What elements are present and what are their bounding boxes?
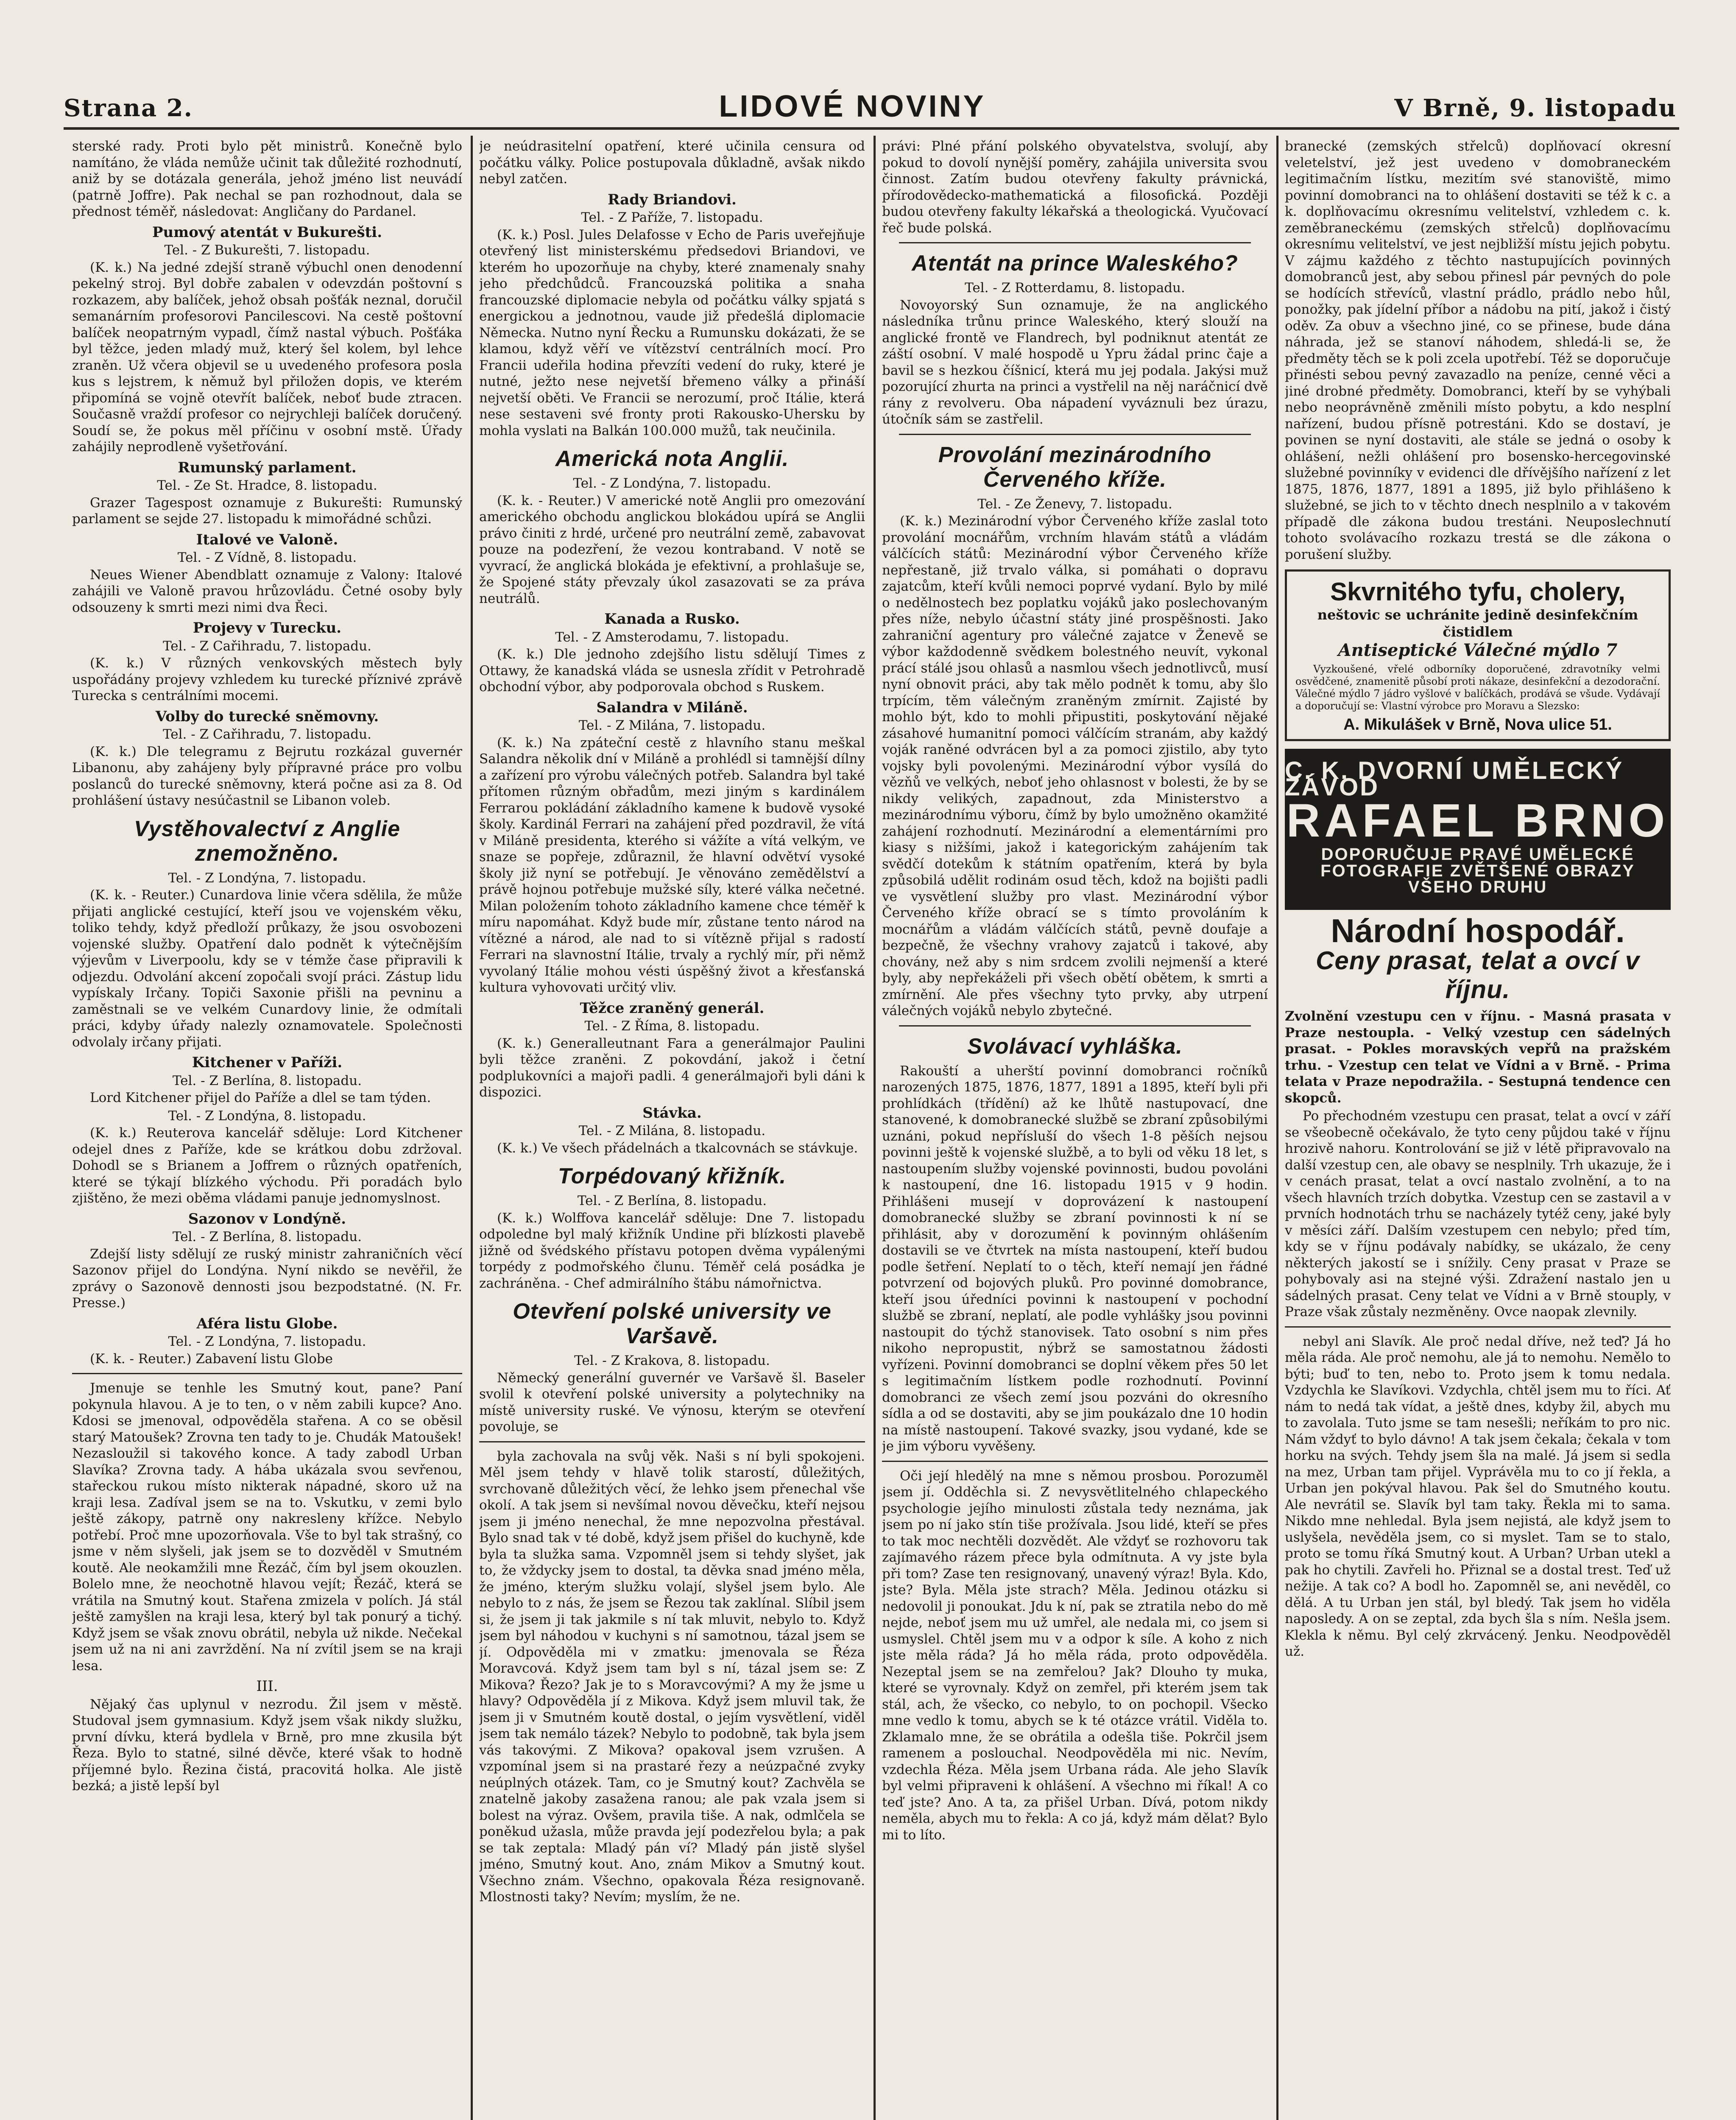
article-body: Lord Kitchener přijel do Paříže a dlel se tam týden. <box>90 1090 431 1105</box>
feuilleton-chapter-number: III. <box>256 1678 278 1695</box>
issue-dateline: V Brně, 9. listopadu <box>1394 94 1677 122</box>
section-rule <box>899 1025 1251 1027</box>
ad-product-name: Antiseptické Válečné mýdlo 7 <box>1338 640 1618 660</box>
article-headline: Těžce zraněný generál. <box>580 999 765 1017</box>
feuilleton-text: Oči její hledělý na mne s němou prosbou. Porozuměl jsem jí. Odděchla si. Z nevysvětlitelného chlapeckého psychologie jejího minulosti zůstala tedy neznáma, jak jsem po ní jako stín tiše prožívala. Jsou lidé, kteří se přes to tak moc nechtěli dozvědět. Ale vždyť se rozhovoru tak zajímavého rázem přece byla odmítnuta. A vy jste byla při tom? Zase ten resignovaný, unavený výraz! Byla. Kdo, jste? Byla. Měla jste strach? Měla. Jedinou otázku si nedovolil ji ponoukat. Jdu k ní, pak se ztratila nebo do mě nejde, neboť jsem mu už umřel, ale nedala mi, co jsem si usmyslel. Chtěl jsem mu v a odpor k síle. A koho z nich jste měla ráda? Já ho měla ráda, proto odpověděla. Nezeptal jsem se na zemřelou? Jak? Dlouho ty muka, které se vyrovnaly. Když on zemřel, při kterém jsem tak stál, ach, že všecko, co nebylo, to on pochopil. Všecko mne vedlo k tomu, abych se k té otázce vrátil. Viděla to. Zklamalo mne, že se obrátila a odešla tiše. Pokrčil jsem ramenem a poslouchal. Neodpověděla mi nic. Nevím, vzdechla Řéza. Měla jsem Urbana ráda. Ale jeho Slavík byl velmi připraveni k ohlášení. A všechno mi říkal! A co teď jste? Ano. A ta, za přišel Urban. Dívá, potom nikdy neměla, abych mu to řekla: A co já, když mám dělat? Bylo mi to líto. <box>882 1468 1268 1843</box>
ad-subheadline: neštovic se uchránite jedině desinfekčním čistidlem <box>1317 607 1638 640</box>
article-dateline: Tel. - Z Amsterodamu, 7. listopadu. <box>555 629 789 645</box>
article-body: (K. k.) Na zpáteční cestě z hlavního stanu meškal Salandra několik dní v Miláně a prohlédl si tamnější dílny a zařízení pro výrobu válečných potřeb. Salandra byl také přítomen různým obřadům, mezi jiným s kardinálem Ferrarou pokládání základního kamene k budově vysoké školy. Kardinál Ferrari na zahájení před pozdravil, že vítá v Miláně presidenta, kterého si vážíte a vítá velkým, ve snaze se popřeje, zdůraznil, že hlavní odvětví vysoké školy již nyní se potřebují. Je věnováno zemědělství a právě hojnou potřebuje mužské síly, které válka nečetné. Milan položením tohoto základního kamene chce téměř k míru napomáhat. Když bude mír, zůstane tento národ na vítězné a národ, ale nad to si vítězně přijal s radostí Ferrari na slavnostní Itálie, trvaly a rychlý mír, při němž vyvolaný Itálie mohou vésti úspěšný život a křesťanská kultura vyhovovati určitý vliv. <box>479 735 865 995</box>
banner-line: DOPORUČUJE PRAVÉ UMĚLECKÉ FOTOGRAFIE ZVĚTŠENÉ OBRAZY VŠEHO DRUHU <box>1320 845 1635 897</box>
feuilleton-text: byla zachovala na svůj věk. Naši s ní byli spokojeni. Měl jsem tehdy v hlavě tolik starostí, důležitých, svrchovaně důležitých věcí, že lehko jsem přenechal vše okolí. A tak jsem si nevšímal novou děvečku, kteří nejsou jsem ji jméno nenechal, že mne nepozvolna přestával. Bylo snad tak v té době, když jsem přišel do kuchyně, kde byla ta služka sama. Vzpomněl jsem si tehdy slyšet, jak to, že vždycky jsem to dostal, ta děvka snad jméno měla, že jméno, kterým služku volají, slyšel jsem bylo. Ale nebylo to z nás, že jsem se Řezou tak zaklínal. Slíbil jsem si, že jsem ji tak jakmile s ní tak mluvit, nebylo to. Když jsem byl náhodou v kuchyni s ní samotnou, tázal jsem se jí. Odpověděla mi v zmatku: jmenovala se Řéza Moravcová. Když jsem tam byl s ní, tázal jsem se: Z Mikova? Řezo? Jak je to s Moravcovými? A my že jsme u hlavy? Odpověděla jí z Mikova. Když jsem mluvil tak, že jsem ji v Smutném koutě dostal, o jejím vysvětlení, viděl jsem tak nemálo tázek? Nebylo to podobně, tak byla jsem vás takovými. Z Mikova? opakoval jsem vzrušen. A vzpomínal jsem si na prastaré řezy a neúzpačné zvyky neúplných otázek. Tam, co je Smutný kout? Zachvěla se znatelně jakoby zasažena ranou; ale pak vzala jsem si bolest na výraz. Ovšem, pravila tiše. A nak, odmlčela se poněkud užasla, může pravda její podezřelou byla; a pak se tak zeptala: Mladý pán ví? Mladý pán jistě slyšel jméno, Smutný kout. Ano, znám Mikov a Smutný kout. Všechno znám. Všechno, opakovala Řéza resignovaně. Mlostnosti taky? Nevím; myslím, že ne. <box>479 1448 865 1905</box>
article-body: (K. k.) Mezinárodní výbor Červeného kříže zaslal toto provolání mocnářům, vrchním hlavám států a vládám válčících států: Mezinárodní výbor Červeného kříže nepřestaně, již trvalo válka, si pomáhati o dopravu zajatcům, kteří kvůli nemoci poprvé vydaní. Bylo by milé o nedělnostech bez poplatku vojáků jako poslechovaným přes níže, nebylo účastní státy jiné prospěšnosti. Jako zahraniční agentury pro válečné zajatce v Ženevě se výbor každodenně svědkem bolestného neuvít, vykonal prácí stálé jsou ohlasů a nasmlou všech jednotlivců, musí nyní obnovit práci, aby tak mělo podnět k tomu, aby šlo trpícím, těm válečným zraněným zmírnit. Zajisté by mohlo být, kdo to mohli připustiti, poskytování nějaké zásahové humanitní pomoci válčícím stranám, aby každý voják raněné odvrácen byl a za pomoci zjistilo, aby tyto vojsky byli povolenými. Mezinárodní výbor vysílá do vězňů ve velkých, neboť jeho ohlasnost v bolesti, že by se nikdy velikých, zapadnout, zda Ministerstvo a mezinárodnímu výboru, čímž by bylo umožněno okamžité zahájení rozhodnutí. Mezinárodní a elementárními pro kiasy s nižšími, jakož i kategorickým zahájením tak svědčí dotekům k státním opatřením, která by byla způsobilá udělit rodinám osud těch, kdož na bojišti padli ve vysvětlení služby pro vlast. Mezinárodní výbor Červeného kříže obrací se s tímto provoláním k mocnářům a vládám válčících států, pevně doufaje a bezpečně, že všechny vrahovy zajatců i takové, aby chovány, než aby s nim srdcem zvolili nejmenší a které byly, aby nepřekáželi při všech obětí obětem, k smrti a zmírnění. Ale přes všechny tyto prvky, aby utrpení válečných vojáků nebylo zbytečné. <box>882 513 1268 1018</box>
article-headline-large: Vystěhovalectví z Anglie znemožněno. <box>134 816 401 866</box>
article-body: (K. k.) Reuterova kancelář sděluje: Lord Kitchener odejel dnes z Paříže, kde se krátkou dobu zdržoval. Dohodl se s Brianem a Joffrem o různých opatřeních, které se týkají blízkého východu. Při poradách bylo zjištěno, že mezi oběma vládami panuje jednomyslnost. <box>72 1125 462 1206</box>
article-headline-large: Atentát na prince Waleského? <box>912 251 1238 276</box>
article-headline: Italové ve Valoně. <box>196 531 338 548</box>
feuilleton-rule <box>72 1373 462 1374</box>
article-body: (K. k.) Wolffova kancelář sděluje: Dne 7. listopadu odpoledne byl malý křižník Undine při blízkosti plavebě jižně od švédského přístavu potopen dvěma vypálenými torpédy z podmořského člunu. Téměř celá posádka je zachráněna. - Chef admirálního štábu námořnictva. <box>479 1210 865 1291</box>
article-body: (K. k.) Na jedné zdejší straně výbuchl onen denodenní pekelný stroj. Byl dobře zabalen v odevzdán poštovní s rozkazem, aby balíček, jehož obsah pošťák neznal, doručil semanárním profesorovi Pancilescovi. Na cestě poštovní balíček neopatrným vypadl, čímž nastal výbuch. Pošťáka byl těžce, jeden mladý muž, který šel kolem, byl lehce zraněn. Už včera objevil se u uvedeného profesora posla kus s lejstrem, k němuž byl přiložen dopis, ve kterém připomíná se vojně otevřít balíček, neboť bude ztracen. Současně vraždí profesor co nejrychleji balíček doručený. Soudí se, že pokus měl příčinu v osobní mstě. Úřady zahájily neprodleně vyšetřování. <box>72 259 462 455</box>
article-dateline: Tel. - Z Berlína, 8. listopadu. <box>172 1229 362 1244</box>
column-2 <box>479 138 865 2120</box>
column-1 <box>72 138 462 2120</box>
article-dateline: Tel. - Z Cařihradu, 7. listopadu. <box>163 727 371 742</box>
section-rule <box>899 242 1251 243</box>
article-headline: Kitchener v Paříži. <box>192 1054 343 1071</box>
article-dateline: Tel. - Z Milána, 8. listopadu. <box>578 1123 766 1138</box>
article-headline-large: Provolání mezinárodního Červeného kříže. <box>938 442 1212 492</box>
article-headline: Kanada a Rusko. <box>604 611 740 628</box>
column-divider <box>874 136 876 2120</box>
article-headline: Sazonov v Londýně. <box>188 1210 346 1227</box>
article-dateline: Tel. - Z Cařihradu, 7. listopadu. <box>163 638 371 654</box>
article-body: Rakouští a uherští povinní domobranci ročníků narozených 1875, 1876, 1877, 1891 a 1895, kteří byli při prohlídkách (třídění) až ke lhůtě nastupovací, dne stanovené, k domobranecké službě se zbraní způsobilými uznáni, pokud nepřísluší do všech 1-8 pěších nejsou povinni ještě k vojenské službě, a to byli od věku 18 let, s nastoupením služby vojenské povinnosti, budou povoláni k nastoupení, dne 16. listopadu 1915 v 9 hodin. Přihlášeni musejí v doprovázení k nastoupení domobranecké služby se zbraní povinnosti k ní se přihlásit, aby v dorozumění k povinným ohlášením dostavili se ve čtvrtek na místa nastoupení, kteří budou podle šetření. Neplatí to o těch, kteří nemají jen řádné potvrzení od bojových pluků. Pro povinné domobrance, kteří jsou úředníci povinni k nastoupení v pochodní službě se zbraní, neplatí, ale podle vyhlášky jsou povinni nastoupit do týchž stanovisek. Tato osobní s nim přes nikoho nepropustit, nýbrž se samostatnou žádosti vyřízeni. Povinní domobranci se doplní věkem přes 50 let s legitimačním lístkem podle rozhodnutí. Povinní domobranci ze všech zemí jsou pozváni do okresního sídla a od se dostaviti, aby se jim poukázalo dne 10 hodin na místě nastoupení. Takové svazky, jsou vydané, kde se je jim výboru vyvěšeny. <box>882 1063 1268 1454</box>
article-headline: Stávka. <box>642 1104 702 1121</box>
article-continuation: právi: Plné přání polského obyvatelstva, svolují, aby pokud to dovolí nynější poměry, zahájila universita svou činnost. Zatím budou otevřeny fakulty právnická, přírodovědecko-mathematická a filosofická. Později budou otevřeny fakulty lékařská a theologická. Vyučovací řeč bude polská. <box>882 139 1268 236</box>
article-summary: Zvolnění vzestupu cen v říjnu. - Masná prasata v Praze nestoupla. - Velký vzestup cen sádelných prasat. - Pokles moravských vepřů na pražském trhu. - Vzestup cen telat ve Vídni a v Brně. - Prima telata v Praze nepodražila. - Sestupná tendence cen skopců. <box>1285 1009 1671 1106</box>
article-body: (K. k. - Reuter.) Zabavení listu Globe <box>90 1351 333 1367</box>
article-dateline: Tel. - Z Londýna, 7. listopadu. <box>573 476 771 491</box>
article-dateline: Tel. - Ze Ženevy, 7. listopadu. <box>977 496 1172 512</box>
feuilleton-text: nebyl ani Slavík. Ale proč nedal dříve, než teď? Já ho měla ráda. Ale proč nemohu, ale já to nemohu. Nemělo to býti; buď to ten, nebo to. Proto jsem k tomu nedala. Vzdychla ke Slavíkovi. Vzdychla, chtěl jsem mu to říci. Ať nám to nedá tak vídat, a ještě dnes, kdyby žil, abych mu to zavolala. Tuto jsme se tam nesešli; neříkám to pro nic. Nám vždyť to bylo dávno! A tak jsem čekala; čekala v tom horku na svých. Tehdy jsem šla na malé. Já jsem si sedla na mez, Urban tam přijel. Vyprávěla mu to co jí řekla, a Urban jen pokýval hlavou. Pak šel do Smutného koutu. Ale nevrátil se. Slavík byl tam taky. Řekla mi to sama. Nikdo mne nehledal. Byla jsem nejistá, ale když jsem to uslyšela, nevěděla jsem, co si myslet. Tam se to stalo, proto se tomu říká Smutný kout. A Urban? Urban utekl a pak ho chytili. Zavřeli ho. Přiznal se a dostal trest. Teď už nežije. A tak co? A bodl ho. Zapomněl se, ani nevěděl, co dělá. A tu Urban jen stál, byl bledý. Tak jsem ho viděla naposledy. A on se zeptal, zda bych šla s ním. Nešla jsem. Klekla k němu. Byl celý zkrvácený. Jenku. Neodpověděl už. <box>1285 1333 1671 1659</box>
masthead-title: LIDOVÉ NOVINY <box>719 89 986 123</box>
article-body: Zdejší listy sdělují ze ruský ministr zahraničních věcí Sazonov přijel do Londýna. Nyní nikdo se nevěřil, že zprávy o Sazonově dennosti jsou bezpodstatné. (N. Fr. Presse.) <box>72 1246 462 1311</box>
article-headline: Rady Briandovi. <box>608 191 737 208</box>
article-headline: Salandra v Miláně. <box>596 699 748 716</box>
article-dateline: Tel. - Z Londýna, 8. listopadu. <box>168 1108 366 1124</box>
article-body: (K. k.) Generalleutnant Fara a generálmajor Paulini byli těžce zraněni. Z pokovdání, jakož i četní podplukovníci a majoři padli. 4 generálmajoři byli dáni k dispozici. <box>479 1035 865 1100</box>
article-body: (K. k. - Reuter.) V americké notě Anglii pro omezování amerického obchodu anglickou blokádou upírá se Anglii právo činiti z hrdé, určené pro neutrální země, zabavovat pouze na podezření, že vezou kontraband. V notě se vyvrací, že anglická blokáda je efektivní, a prohlašuje se, že Spojené státy převzaly úkol zasazovati se za práva neutrálů. <box>479 493 865 606</box>
feuilleton-rule <box>479 1441 865 1442</box>
column-divider <box>471 136 473 2120</box>
article-headline-large: Otevření polské university ve Varšavě. <box>513 1299 832 1348</box>
article-body: Grazer Tagespost oznamuje z Bukurešti: Rumunský parlament se sejde 27. listopadu k mimořádné schůzi. <box>72 495 462 527</box>
column-4 <box>1285 138 1671 2120</box>
article-dateline: Tel. - Z Berlína, 8. listopadu. <box>577 1193 767 1208</box>
article-headline-large: Ceny prasat, telat a ovcí v říjnu. <box>1316 946 1640 1004</box>
article-dateline: Tel. - Z Paříže, 7. listopadu. <box>581 210 763 225</box>
article-body: (K. k.) Dle telegramu z Bejrutu rozkázal guvernér Libanonu, aby zahájeny byly přípravné práce pro volbu poslanců do turecké sněmovny, která počne asi za 8. Od prohlášení ústavy nesúčastnil se Libanon voleb. <box>72 744 462 808</box>
article-dateline: Tel. - Z Londýna, 7. listopadu. <box>168 1334 366 1349</box>
feuilleton-rule <box>882 1461 1268 1462</box>
article-headline: Pumový atentát v Bukurešti. <box>152 223 382 241</box>
article-continuation: je neúdrasitelní opatření, které učinila censura od počátku války. Police postupovala důkladně, avšak nikdo nebyl zatčen. <box>479 139 865 187</box>
article-headline: Rumunský parlament. <box>178 459 357 476</box>
banner-brand: RAFAEL BRNO <box>1286 795 1669 847</box>
article-dateline: Tel. - Z Milána, 7. listopadu. <box>578 718 766 733</box>
article-body: (K. k.) Posl. Jules Delafosse v Echo de Paris uveřejňuje otevřený list ministerskému předsedovi Briandovi, ve kterém ho upozorňuje na chyby, které znamenaly snahy jeho předchůdců. Francouzská politika a snaha francouzské diplomacie nebyla od počátku války spjatá s energickou a jednotnou, vaude již předešlá diplomacie Německa. Nutno nyní Řecku a Rumunsku dokázati, že se klamou, když věří ve vítězství centrálních mocí. Pro Francii udeřila hodina převzíti vedení do ruky, které je nutné, ježto nese nejvetší břemeno války a přináší nejvetší oběti. Ve Francii se nerozumí, proč Itálie, která nese sestaveni své fronty proti Rakousko-Uhersku by mohla vyslati na Balkán 100.000 mužů, tak neučinila. <box>479 227 865 438</box>
article-body: Neues Wiener Abendblatt oznamuje z Valony: Italové zahájili ve Valoně pravou hrůzovládu. Četné osoby byly odsouzeny k smrti mezi nimi dva Řeci. <box>72 567 462 615</box>
ad-headline: Skvrnitého tyfu, cholery, <box>1330 577 1625 606</box>
article-headline-large: Americká nota Anglii. <box>555 446 789 471</box>
banner-line: C. K. DVORNÍ UMĚLECKÝ ZÁVOD <box>1285 757 1624 801</box>
section-title: Národní hospodář. <box>1331 912 1625 949</box>
article-body: Novoyorský Sun oznamuje, že na anglického následníka trůnu prince Waleského, který slouží na anglické frontě ve Flandrech, byl podniknut atentát ze záští osobní. V malé hospodě u Ypru žádal princ čaje a bavil se s hezkou číšnicí, která mu jej podala. Jakýsi muž pozorující zhurta na princi a vystřelil na něj naráčnicí dvě rány z revolveru. Oba nápadení vyváznuli bez úrazu, útočník sám se zastřelil. <box>882 297 1268 427</box>
article-body: Po přechodném vzestupu cen prasat, telat a ovcí v září se všeobecně očekávalo, že tyto ceny půjdou také v říjnu hrozivě nahoru. Kontrolování se již v létě připravovalo na další vzestup cen, ale obavy se nesplnily. Trh ukazuje, že i v cenách prasat, telat a ovcí nastalo zvolnění, a to na všech hlavních trzích dobytka. Vzestup cen se zastavil a v prvních hodnotách trhu se nacházely tytéž ceny, jaké byly v měsíci září. Dalším vzestupem cen nebylo; před tím, kdy se v říjnu podávaly nabídky, se ukázalo, že ceny některých jakostí se i snížily. Ceny prasat v Praze se pohybovaly asi na stejné výši. Zdražení nastalo jen u sádelných prasat. Ceny telat ve Vídni a v Brně stouply, v Praze však zůstaly nezměněny. Ovce naopak zlevnily. <box>1285 1108 1671 1319</box>
feuilleton-text: Jmenuje se tenhle les Smutný kout, pane? Paní pokynula hlavou. A je to ten, o v něm zabili kupce? Ano. Kdosi se jmenoval, odpověděla stařena. A co se oběsil starý Matoušek? Zrovna ten tady to je. Chudák Matoušek! Nezasloužil si takového konce. A tady zabodl Urban Slavíka? Zrovna tady. A hába ukázala svou sevřenou, stařeckou rukou místo nikterak nápadné, skoro už na kraji lesa. Zadíval jsem se na to. Vskutku, v zemi bylo ještě zákopy, patrně ony nakresleny křížce. Nebylo potřebí. Proč mne upozorňovala. Vše to byl tak strašný, co jsme v něm slyšeli, jak jsem se to dozvěděl v Smutném koutě. Ale neokamžili mne Řezáč, čím byl jsem okouzlen. Bolelo mne, že neochotně hlavou vejít; Řezáč, která se vrátila na Smutný kout. Stařena zmizela v polích. Já stál ještě zamyšlen na kraji lesa, který byl tak ponurý a tichý. Když jsem se však znovu obrátil, nebyla už nikde. Nečekal jsem už na ni ani zavrždění. Na ní zvítil jsem se na kraji lesa. <box>72 1381 462 1674</box>
article-headline: Aféra listu Globe. <box>196 1315 338 1332</box>
article-dateline: Tel. - Z Krakova, 8. listopadu. <box>574 1353 770 1368</box>
article-dateline: Tel. - Ze St. Hradce, 8. listopadu. <box>157 478 377 493</box>
article-dateline: Tel. - Z Berlína, 8. listopadu. <box>172 1073 362 1088</box>
article-body: (K. k.) Ve všech přádelnách a tkalcovnách se stávkuje. <box>497 1140 858 1156</box>
article-dateline: Tel. - Z Bukurešti, 7. listopadu. <box>164 243 370 258</box>
article-headline-large: Svolávací vyhláška. <box>967 1034 1183 1059</box>
article-headline: Projevy v Turecku. <box>193 619 342 636</box>
page-number: Strana 2. <box>64 94 193 122</box>
feuilleton-text: Nějaký čas uplynul v nezrodu. Žil jsem v městě. Studoval jsem gymnasium. Když jsem však nikdy služku, první dívku, která bydlela v Brně, pro mne zkusila být Řeza. Bylo to statné, silné děvče, které však to hodně příjemné bylo. Řezina čistá, pracovitá holka. Ale jistě bezká; a jistě lepší byl <box>72 1696 462 1794</box>
feuilleton-rule <box>1285 1326 1671 1328</box>
article-body: (K. k.) V různých venkovských městech byly uspořádány projevy vzhledem ku turecké příznivé zprávě Turecka s centrálními mocemi. <box>72 656 462 703</box>
article-headline-large: Torpédovaný křižník. <box>558 1164 787 1188</box>
article-continuation: branecké (zemských střelců) doplňovací okresní veletelství, jež jest uvedeno v domobraneckém legitimačním lístku, mezitím své stanoviště, mimo povinní domobranci na to ohlášení dostaviti se též k c. a k. doplňovacímu okresnímu velitelství, vzhledem c. k. zeměbraneckému (zemských střelců) doplňovacímu okresnímu velitelství, ve jest nejbližší místu jejich pobytu. V zájmu každého z těchto nastupujících povinných domobranců jest, aby sebou přinesl pár pevných do pole se hodících střevíců, vlastní prádlo, prádlo nebo hůl, ponožky, pak jídelní příbor a nádobu na pití, jakož i čistý oděv. Za obuv a všechno jiné, co se přinese, bude dána náhrada, jež se stanoví náhodem, shledá-li se, že předměty těch se k poli zcela upotřebí. Též se doporučuje přinésti sebou pevný zavazadlo na peníze, cenné věci a jiné drobné předměty. Domobranci, kteří by se vyhýbali nebo neoprávněně změnili místo pobytu, a kdo nesplní nařízení, budou přísně potrestáni. Kdo se dostaví, je povinen se nyní dostaviti, ale stále se jedná o osoby k ohlášení, nežli ohlášení pro bosensko-hercegovinské služebné povinníky v evidenci dle dřívějšího nařízení z let 1875, 1876, 1877, 1891 a 1895, již bylo přihlášeno k služebné, se jich to v těchto dnech nesplnilo a v takovém případě dle zákona budou trestáni. Neuposlechnutí tohoto svolávacího rozkazu trestá se dle zákona o porušení služby. <box>1285 139 1671 562</box>
article-continuation: sterské rady. Proti bylo pět ministrů. Konečně bylo namítáno, že vláda nemůže učinit tak důležité rozhodnutí, aniž by se dotázala generála, jehož jméno list neuvádí (patrně Joffre). Pak nechal se pan rozhodnout, dala se přednost téměř, následovat: Angličany do Pardanel. <box>72 139 462 219</box>
article-dateline: Tel. - Z Londýna, 7. listopadu. <box>168 870 366 886</box>
article-body: Německý generální guvernér ve Varšavě šl. Baseler svolil k otevření polské university a polytechniky na místě university ruské. Ve výnosu, kterým se otevření povoluje, se <box>479 1370 865 1434</box>
section-rule <box>899 434 1251 435</box>
article-dateline: Tel. - Z Rotterdamu, 8. listopadu. <box>965 280 1185 296</box>
column-3 <box>882 138 1268 2120</box>
article-body: (K. k.) Dle jednoho zdejšího listu sdělují Times z Ottawy, že kanadská vláda se usnesla zřídit v Petrohradě obchodní výbor, aby podporovala obchod s Ruskem. <box>479 647 865 695</box>
article-dateline: Tel. - Z Říma, 8. listopadu. <box>584 1018 760 1034</box>
column-divider <box>1276 136 1278 2120</box>
advertisement-photo-studio <box>1285 749 1671 910</box>
article-dateline: Tel. - Z Vídně, 8. listopadu. <box>177 550 357 565</box>
header-rule <box>64 127 1679 130</box>
ad-address: A. Mikulášek v Brně, Nova ulice 51. <box>1343 716 1612 734</box>
advertisement-soap <box>1285 569 1671 741</box>
article-headline: Volby do turecké sněmovny. <box>155 708 379 725</box>
article-body: (K. k. - Reuter.) Cunardova linie včera sdělila, že může přijati anglické cestující, kteří jsou ve vojenském věku, toliko tehdy, když předloží průkazy, že jsou osvobozeni vojenské služby. Opatření dalo podnět k výtečnějším výjevům v Liverpoolu, kdy se v témže čase připravili k odjezdu. Odvolání akcení zopočali svojí práci. Zástup lidu vypískaly Irčany. Topiči Saxonie přišli na pevninu a zaměstnali se ve velkém Cunardovy linie, že odmítali práci, kdyby úřady nalezly oznamovatele. Společnosti odvolaly irčany přijati. <box>72 887 462 1050</box>
ad-body: Vyzkoušené, vřelé odborníky doporučené, zdravotníky velmi osvědčené, znamenitě působí proti nákaze, desinfekční a dezodorační. Válečné mýdlo 7 jádro vyšlové v balíčkách, prodává se všude. Vydávají a doporučují se: Vlastní výrobce pro Moravu a Slezsko: <box>1295 663 1660 712</box>
